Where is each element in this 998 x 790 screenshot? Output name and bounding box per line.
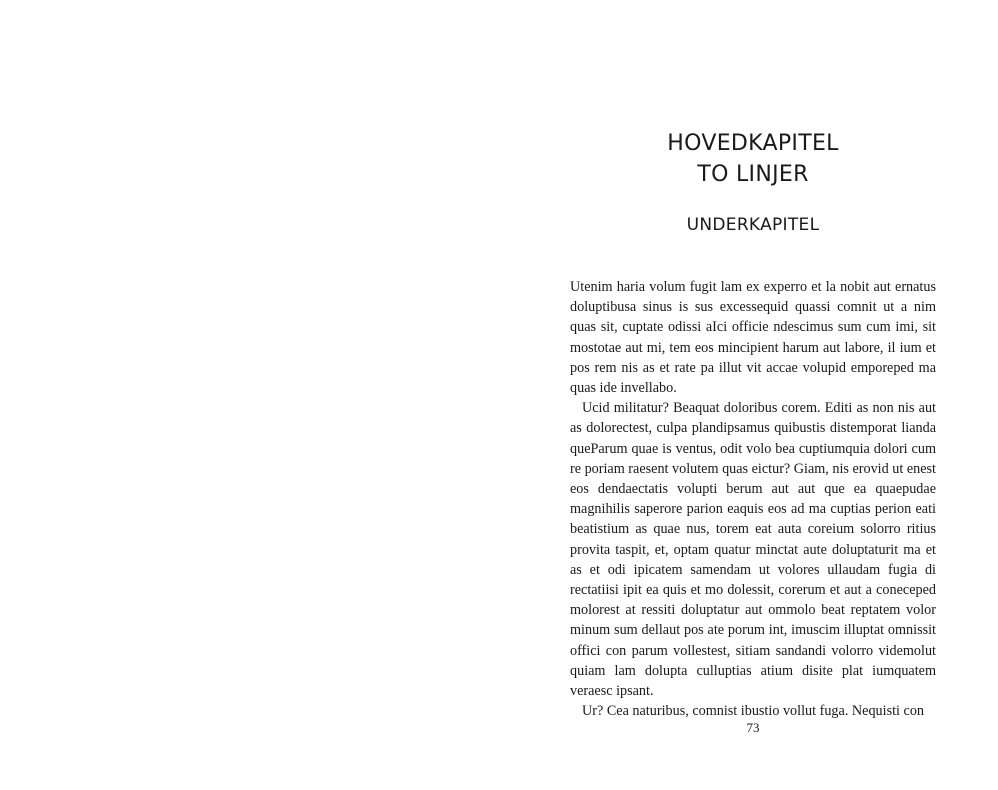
right-page — [499, 0, 998, 790]
body-text — [570, 277, 936, 721]
paragraph-2: Ucid militatur? Beaquat doloribus corem. Editi as non nis aut as dolorectest, culpa plandipsamus quibustis distemporat lianda queParum quae is ventus, odit volo bea cuptiumquia dolori cum re poriam raesent volutem quas eictur? Giam, nis erovid ut enest eos dendaectatis volupti berum aut aut que ea quaepudae magnihilis saperore parion eaquis eos ad ma cuptias perion eati beatistium as quae nus, torem eat auta coreium solorro ritius provita taspit, et, optam quatur minctat aute doluptaturit ma et as et odi ipicatem samendam ut volores ullaudam fugia di rectatiisi ipit ea quis et mo dolessit, corerum et aut a coneceped molorest at ressiti doluptatur aut ommolo beat reptatem volor minum sum dellaut pos ate porum int, imuscim illuptat omnissit offici con parum vollestest, sitiam sandandi volorro videmolut quiam lam dolupta culluptias atium disite plat iumquatem veraesc ipsant. — [570, 400, 937, 700]
page-number: 73 — [746, 720, 760, 735]
chapter-heading — [570, 128, 936, 190]
paragraph-1: Utenim haria volum fugit lam ex experro et la nobit aut ernatus doluptibusa sinus is sus excessequid quassi comnit ut a nim quas sit, cuptate odissi aIci officie ndescimus sum cum imi, sit mostotae aut mi, tem eos mincipient harum aut labore, il ium et pos rem nis as et rate pa illut vit accae volupid emporeped ma quas ide invellabo. — [570, 279, 936, 397]
chapter-title-line-1: HOVEDKAPITEL — [667, 131, 839, 156]
chapter-title — [570, 128, 936, 190]
subchapter-title: UNDERKAPITEL — [686, 215, 820, 235]
chapter-title-line-2: TO LINJER — [697, 162, 809, 187]
paragraph-3: Ur? Cea naturibus, comnist ibustio vollut fuga. Nequisti con — [582, 703, 925, 720]
